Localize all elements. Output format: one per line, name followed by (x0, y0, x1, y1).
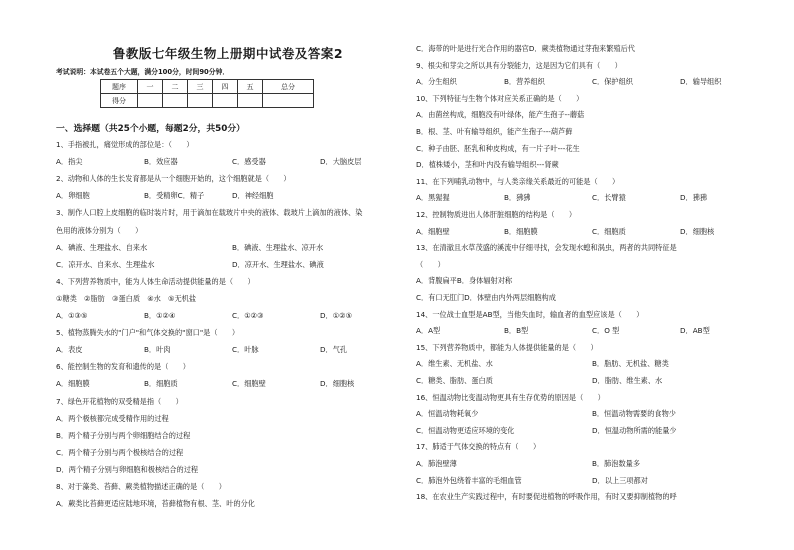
question-line: 13、在清澈且水草茂盛的溪流中仔细寻找，会发现水螅和涡虫，两者的共同特征是 (416, 243, 677, 253)
answer-option: C．叶脉 (232, 345, 259, 355)
score-cell: 一 (138, 80, 163, 94)
answer-option: D．①②⑤ (320, 311, 353, 320)
answer-option: C．感受器 (232, 157, 266, 167)
question-line: 8、对于藻类、苔藓、蕨类植物描述正确的是（ ） (56, 482, 226, 491)
question-line: C．有口无肛门D．体壁由内外两层细胞构成 (416, 293, 556, 302)
answer-option: B．叶肉 (144, 345, 171, 355)
answer-option: A．碘液、生理盐水、自来水 (56, 242, 148, 252)
score-cell (163, 94, 188, 108)
score-cell (213, 94, 238, 108)
score-table-row (101, 94, 314, 108)
score-cell: 四 (213, 80, 238, 94)
answer-option: D．AB型 (680, 326, 710, 336)
question-line: A．两个极核都完成受精作用的过程 (56, 413, 169, 423)
score-cell: 总分 (263, 80, 314, 94)
score-table-header-row (101, 80, 314, 94)
answer-option: D．细胞核 (320, 379, 355, 389)
question-line: （ ） (416, 259, 445, 269)
answer-option: D．狒狒 (680, 193, 708, 203)
question-line: 18、在农业生产实践过程中，有时要促进植物的呼吸作用，有时又要抑制植物的呼 (416, 492, 677, 502)
answer-option: C．凉开水、自来水、生理盐水 (56, 259, 155, 269)
answer-option: C．恒温动物更适应环境的变化 (416, 425, 515, 435)
answer-option: D．恒温动物所需的能量少 (592, 425, 677, 435)
answer-option: D．气孔 (320, 345, 348, 355)
question-line: C．海带的叶是进行光合作用的器官D．蕨类植物通过芽孢来繁殖后代 (416, 44, 635, 53)
score-cell (238, 94, 263, 108)
answer-option: B．细胞膜 (504, 226, 538, 236)
answer-option: C．长臂猿 (592, 193, 626, 203)
answer-option: A．A型 (416, 326, 441, 336)
question-line: 5、植物蒸腾失水的"门户"和气体交换的"窗口"是（ ） (56, 328, 240, 338)
answer-option: D．输导组织 (680, 77, 722, 87)
answer-option: B．脂肪、无机盐、糖类 (592, 359, 669, 369)
score-cell (138, 94, 163, 108)
question-line: A．背腹扁平B．身体辐射对称 (416, 276, 513, 286)
answer-option: B．细胞质 (144, 379, 178, 389)
score-cell: 三 (188, 80, 213, 94)
question-line: A．由菌丝构成，细胞没有叶绿体，能产生孢子--蘑菇 (416, 110, 585, 120)
answer-option: A．卵细胞 (56, 191, 90, 201)
question-line: 7、绿色开花植物的双受精是指（ ） (56, 396, 183, 406)
score-cell: 得分 (101, 94, 138, 108)
score-cell: 题序 (101, 80, 138, 94)
answer-option: D．细胞核 (680, 226, 715, 236)
question-line: B．根、茎、叶有输导组织，能产生孢子---葫芦藓 (416, 127, 573, 136)
question-line: D．两个精子分别与卵细胞和极核结合的过程 (56, 464, 199, 474)
question-line: ①糖类 ②脂肪 ③蛋白质 ④水 ⑤无机盐 (56, 293, 197, 303)
answer-option: B．B型 (504, 326, 529, 336)
answer-option: A．黑猩猩 (416, 193, 450, 203)
answer-option: D．脂肪、维生素、水 (592, 376, 663, 385)
question-line: 2、动物和人体的生长发育都是从一个细胞开始的，这个细胞就是（ ） (56, 174, 291, 184)
answer-option: A．表皮 (56, 345, 83, 355)
question-line: 6、能控制生物的发育和遗传的是（ ） (56, 362, 190, 372)
question-line: C．种子由胚、胚乳和种皮构成，有一片子叶---花生 (416, 143, 580, 153)
answer-option: C．O 型 (592, 326, 620, 336)
answer-option: B．效应器 (144, 157, 178, 167)
score-cell: 五 (238, 80, 263, 94)
answer-option: D．凉开水、生理盐水、碘液 (232, 259, 324, 269)
question-line: 3、制作人口腔上皮细胞的临时装片时，用于滴加在载玻片中央的液体、载玻片上滴加的液体、染 (56, 208, 363, 218)
answer-option: D．以上三项都对 (592, 475, 648, 485)
question-line: 1、手指被扎，痛觉形成的部位是：（ ） (56, 140, 194, 149)
question-line: 14、一位战士血型是AB型，当他失血时，输血者的血型应该是（ ） (416, 309, 644, 319)
answer-option: A．细胞壁 (416, 226, 450, 236)
question-line: 9、根尖和芽尖之所以具有分裂能力，这是因为它们具有（ ） (416, 60, 622, 70)
question-line: A．蕨类比苔藓更适应陆地环境，苔藓植物有根、茎、叶的分化 (56, 499, 255, 509)
score-cell (263, 94, 314, 108)
answer-option: C．①②③ (232, 311, 264, 320)
answer-option: C．糖类、脂肪、蛋白质 (416, 376, 493, 385)
question-line: 色用的液体分别为（ ） (56, 225, 143, 235)
answer-option: B．碘液、生理盐水、凉开水 (232, 242, 324, 252)
question-line: 16、恒温动物比变温动物更具有生存优势的原因是（ ） (416, 392, 605, 402)
answer-option: B．①②④ (144, 311, 176, 320)
answer-option: D．大脑皮层 (320, 157, 362, 167)
answer-option: B．狒狒 (504, 193, 531, 203)
answer-option: C．细胞质 (592, 226, 626, 236)
answer-option: C．肺泡外包绕着丰富的毛细血管 (416, 475, 522, 485)
exam-note: 考试说明：本试卷五个大题，满分100分，时间90分钟． (56, 68, 230, 76)
answer-option: C．保护组织 (592, 77, 633, 87)
question-line: 12、控制物质进出人体肝脏细胞的结构是（ ） (416, 210, 577, 219)
answer-option: C．细胞壁 (232, 379, 266, 389)
answer-option: A．恒温动物耗氧少 (416, 409, 479, 419)
page-title: 鲁教版七年级生物上册期中试卷及答案2 (112, 46, 344, 61)
question-line: 10、下列特征与生物个体对应关系正确的是（ ） (416, 93, 584, 103)
answer-option: B．营养组织 (504, 77, 545, 87)
score-table (100, 79, 314, 108)
section-heading: 一、选择题（共25个小题，每题2分，共50分） (56, 124, 245, 134)
answer-option: B．恒温动物需要的食物少 (592, 409, 676, 419)
answer-option: B．肺泡数量多 (592, 459, 641, 468)
score-cell (188, 94, 213, 108)
question-line: C．两个精子分别与两个极核结合的过程 (56, 447, 184, 457)
question-line: D．植株矮小，茎和叶内没有输导组织---肾蕨 (416, 160, 559, 170)
answer-option: A．指尖 (56, 157, 83, 167)
answer-option: B．受精卵C．精子 (144, 191, 205, 201)
question-line: 17、肺适于气体交换的特点有（ ） (416, 442, 541, 452)
answer-option: A．维生素、无机盐、水 (416, 359, 493, 369)
score-cell: 二 (163, 80, 188, 94)
question-line: 11、在下列哺乳动物中，与人类亲缘关系最近的可能是（ ） (416, 176, 620, 186)
answer-option: A．①③⑤ (56, 311, 88, 320)
answer-option: A．分生组织 (416, 77, 457, 87)
question-line: B．两个精子分别与两个卵细胞结合的过程 (56, 430, 191, 440)
question-line: 15、下列营养物质中，都能为人体提供能量的是（ ） (416, 342, 598, 352)
answer-option: A．肺泡壁薄 (416, 459, 457, 468)
question-line: 4、下列营养物质中，能为人体生命活动提供能量的是（ ） (56, 276, 255, 286)
answer-option: D．神经细胞 (232, 191, 274, 201)
answer-option: A．细胞膜 (56, 379, 90, 389)
